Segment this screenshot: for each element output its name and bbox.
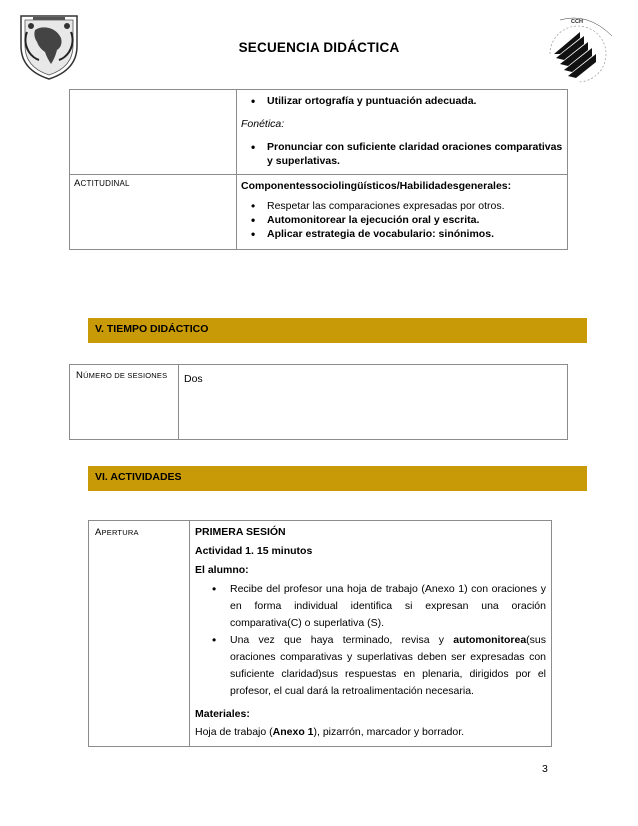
student-label: El alumno: (195, 564, 249, 576)
section-title: V. TIEMPO DIDÁCTICO (95, 323, 209, 335)
sessions-table (69, 364, 568, 440)
list-item: • Aplicar estrategia de vocabulario: sinónimos. (241, 227, 563, 241)
row-label-apertura (89, 521, 190, 747)
text-run: (sus oraciones comparativas y superlativas deben ser expresadas con suficiente claridad)sus respuestas en plenaria, dirigidos por el profesor, el cual dará la retroalimentación necesaria. (230, 634, 546, 697)
label-initial: N (76, 370, 84, 381)
label-initial: A (95, 527, 102, 538)
list-item: • Automonitorear la ejecución oral y escrita. (241, 213, 563, 227)
materials-text (195, 724, 546, 741)
list-item (195, 632, 546, 700)
section-title: VI. ACTIVIDADES (95, 471, 182, 483)
list-item: • Recibe del profesor una hoja de trabajo (Anexo 1) con oraciones y en forma individual identifica si expresan una oración comparativa(C) o superlativa (S). (195, 581, 546, 632)
session-title: PRIMERA SESIÓN (195, 526, 286, 538)
table-content-cell (237, 90, 568, 175)
list-item: • Utilizar ortografía y puntuación adecuada. (241, 94, 563, 108)
cch-logo (538, 14, 616, 88)
subheading: Componentessociolingüísticos/Habilidadesgenerales: (241, 180, 512, 192)
row-label-sessions (70, 365, 179, 440)
text-run-bold: Anexo 1 (272, 726, 314, 738)
page-title: SECUENCIA DIDÁCTICA (238, 40, 400, 55)
materials-label: Materiales: (195, 708, 250, 720)
row-label-actitudinal (70, 175, 237, 250)
text-run: Una vez que haya terminado, revisa y (230, 634, 454, 646)
section-header-actividades (88, 466, 587, 491)
label-rest: CTITUDINAL (80, 179, 130, 188)
label-rest: ÚMERO DE SESIONES (83, 371, 168, 380)
text-run-bold: automonitorea (453, 634, 527, 646)
activities-content-cell (190, 521, 552, 747)
label-initial: A (74, 178, 81, 189)
table-label-cell (70, 90, 237, 175)
text-run: ), pizarrón, marcador y borrador. (313, 726, 465, 738)
text-run: Hoja de trabajo ( (195, 726, 273, 738)
list-item: • Pronunciar con suficiente claridad oraciones comparativas y superlativas. (241, 140, 563, 168)
activities-table (88, 520, 552, 747)
list-item: • Respetar las comparaciones expresadas por otros. (241, 199, 563, 213)
table-content-cell (237, 175, 568, 250)
section-header-tiempo (88, 318, 587, 343)
page-number: 3 (542, 763, 548, 775)
content-table (69, 89, 568, 250)
subheading: Fonética: (241, 118, 285, 130)
svg-text:CCH: CCH (571, 19, 583, 25)
activity-title: Actividad 1. 15 minutos (195, 545, 313, 557)
sessions-value: Dos (179, 365, 568, 440)
label-rest: PERTURA (101, 528, 139, 537)
